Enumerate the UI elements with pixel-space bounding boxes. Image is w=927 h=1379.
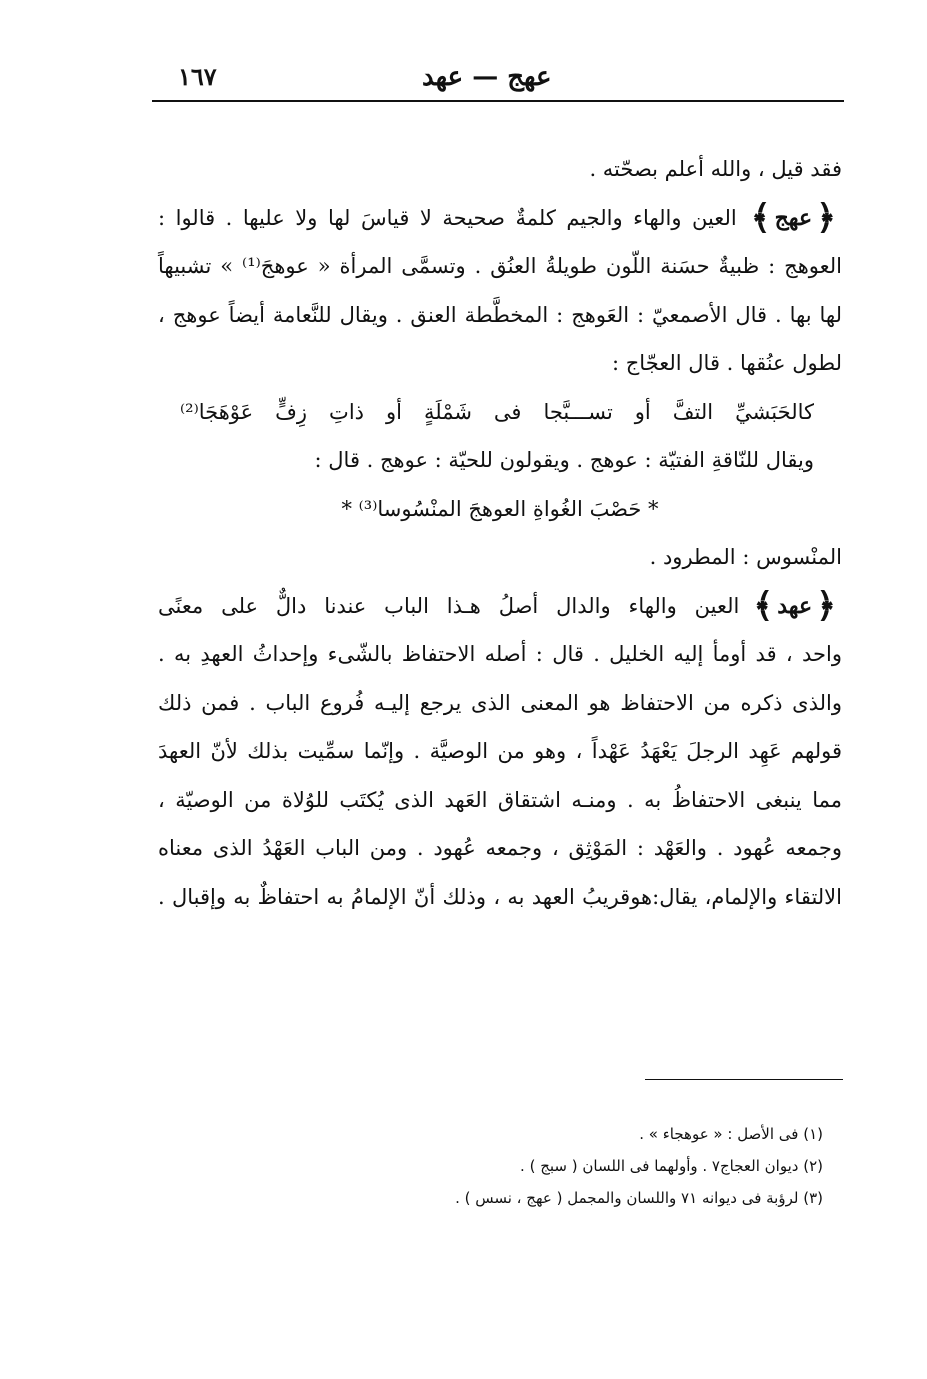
footnote: (٢) ديوان العجاج٧ . وأولهما فى اللسان ( سبج ) . — [520, 1157, 823, 1175]
entry-headword: ﴿ عهج ﴾ — [745, 194, 842, 243]
running-title: عهج — عهد — [422, 62, 552, 92]
entry-text: العين والهاء والجيم كلمةٌ صحيحة لا قياسَ لها ولا عليها . قالوا : — [158, 205, 737, 230]
text-line: العوهج : ظبيةٌ حسَنة اللّون طويلةُ العنُق . وتسمَّى المرأة « عوهجَ⁽¹⁾ » تشبيهاً — [158, 254, 842, 278]
entry-first-line — [158, 582, 842, 631]
footnote: (٣) لرؤبة فى ديوانه ٧١ واللسان والمجمل ( عهج ، نسس ) . — [455, 1189, 823, 1207]
text-line: فقد قيل ، والله أعلم بصحّته . — [589, 157, 842, 181]
header-rule — [152, 100, 844, 102]
entry-first-line — [158, 194, 842, 243]
text-line: لطول عنُقها . قال العجّاج : — [612, 351, 842, 375]
text-line: ويقال للنّاقةِ الفتيّة : عوهج . ويقولون للحيّة : عوهج . قال : — [314, 448, 814, 472]
text-line: قولهم عَهِد الرجلَ يَعْهَدُ عَهْداً ، وهو من الوصيَّة . وإنّما سمِّيت بذلك لأنّ العهدَ — [158, 739, 842, 763]
page-number: ١٦٧ — [178, 62, 217, 91]
text-line: المنْسوس : المطرود . — [649, 545, 842, 569]
main-text — [158, 145, 842, 921]
verse-line: * حَصْبَ الغُواةِ العوهجَ المنْسُوسا⁽³⁾ * — [341, 496, 659, 521]
footnote: (١) فى الأصل : « عوهجاء » . — [639, 1125, 823, 1143]
text-line: مما ينبغى الاحتفاظُ به . ومنـه اشتقاق العَهد الذى يُكتَب للوُلاة من الوصيّة ، — [158, 787, 842, 812]
footnote-rule — [645, 1079, 843, 1080]
verse-line: كالحَبَشيِّ التفَّ أو تســـبَّجا فى شَمْلَةٍ أو ذاتِ زِفٍّ عَوْهَجَا⁽²⁾ — [180, 399, 814, 424]
entry-headword: ﴿ عهد ﴾ — [747, 582, 842, 631]
footnotes — [163, 1118, 823, 1214]
text-line: الالتقاء والإلمام، يقال:هوقريبُ العهد به ، وذلك أنّ الإلمامُ به احتفاظٌ به وإقبال . — [158, 884, 842, 909]
entry-text: العين والهاء والدال أصلُ هـذا الباب عندنا دالٌّ على معنًى — [158, 593, 740, 618]
text-line: لها بها . قال الأصمعيّ : العَوهج : المخطَّطة العنق . ويقال للنَّعامة أيضاً عوهج ، — [158, 302, 842, 327]
text-line: وجمعه عُهود . والعَهْد : المَوْثِق ، وجمعه عُهود . ومن الباب العَهْدُ الذى معناه — [158, 836, 842, 860]
text-line: والذى ذكره من الاحتفاظ هو المعنى الذى يرجع إليـه فُروع الباب . فمن ذلك — [158, 690, 842, 715]
text-line: واحد ، قد أومأ إليه الخليل . قال : أصله الاحتفاظ بالشّىء وإحداثُ العهدِ به . — [158, 642, 842, 666]
page-header — [152, 58, 844, 98]
